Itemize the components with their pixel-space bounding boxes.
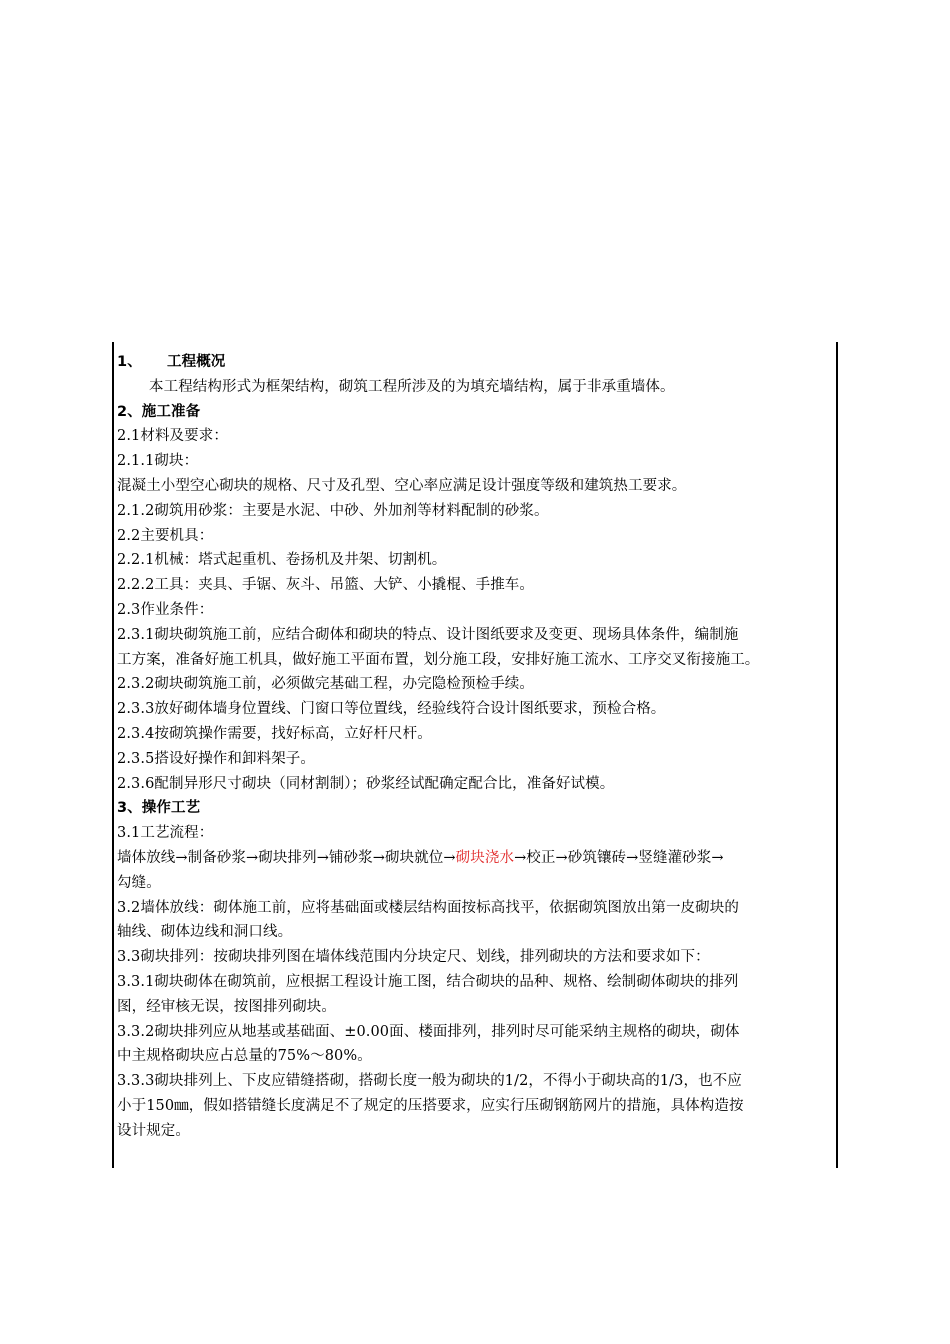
document-body <box>117 350 841 1144</box>
text-line: 设计规定。 <box>117 1122 190 1139</box>
text-line: 3.2墙体放线：砌体施工前，应将基础面或楼层结构面按标高找平，依据砌筑图放出第一皮砌块的 <box>117 899 739 916</box>
text-line: 小于150㎜，假如搭错缝长度满足不了规定的压搭要求，应实行压砌钢筋网片的措施，具体构造按 <box>117 1097 744 1114</box>
text-line: 2.3.5搭设好操作和卸料架子。 <box>117 750 315 767</box>
text-line: 2.3.3放好砌体墙身位置线、门窗口等位置线，经验线符合设计图纸要求，预检合格。 <box>117 701 666 718</box>
section-3-heading: 3、操作工艺 <box>117 800 201 817</box>
section-1-paragraph: 本工程结构形式为框架结构，砌筑工程所涉及的为填充墙结构，属于非承重墙体。 <box>149 378 675 395</box>
text-line: 3.3.1砌块砌体在砌筑前，应根据工程设计施工图，结合砌块的品种、规格、绘制砌体砌块的排列 <box>117 973 739 990</box>
flow-title: 3.1工艺流程： <box>117 825 214 842</box>
text-line: 2.3.6配制异形尺寸砌块（同材割制）；砂浆经试配确定配合比，准备好试模。 <box>117 775 615 792</box>
text-line: 2.2.2工具：夹具、手锯、灰斗、吊篮、大铲、小撬棍、手推车。 <box>117 577 534 594</box>
text-line: 2.2主要机具： <box>117 527 214 544</box>
text-line: 轴线、砌体边线和洞口线。 <box>117 924 293 941</box>
process-flow-line <box>117 846 841 871</box>
text-line: 工方案，准备好施工机具，做好施工平面布置，划分施工段，安排好施工流水、工序交叉衔接施工。 <box>117 651 760 668</box>
section-1-heading <box>117 350 841 375</box>
section-2-heading: 2、施工准备 <box>117 403 201 420</box>
text-line: 2.2.1机械：塔式起重机、卷扬机及井架、切割机。 <box>117 552 447 569</box>
section-1-title: 工程概况 <box>167 354 226 370</box>
flow-highlight: 砌块浇水 <box>455 849 515 866</box>
text-line: 2.3作业条件： <box>117 601 214 618</box>
text-line: 2.3.4按砌筑操作需要，找好标高，立好杆尺杆。 <box>117 725 432 742</box>
text-line: 3.3砌块排列：按砌块排列图在墙体线范围内分块定尺、划线，排列砌块的方法和要求如下： <box>117 949 710 966</box>
flow-text-before: 墙体放线→制备砂浆→砌块排列→铺砂浆→砌块就位→ <box>117 849 456 866</box>
text-line: 2.3.2砌块砌筑施工前，必须做完基础工程，办完隐检预检手续。 <box>117 676 534 693</box>
text-line: 2.3.1砌块砌筑施工前，应结合砌体和砌块的特点、设计图纸要求及变更、现场具体条件，编制施 <box>117 626 739 643</box>
process-flow-continuation: 勾缝。 <box>117 874 161 891</box>
text-line: 3.3.2砌块排列应从地基或基础面、±0.00面、楼面排列，排列时尽可能采纳主规格的砌块，砌体 <box>117 1023 740 1040</box>
text-line: 中主规格砌块应占总量的75%～80%。 <box>117 1048 372 1065</box>
document-frame <box>112 342 838 1168</box>
text-line: 图，经审核无误，按图排列砌块。 <box>117 998 336 1015</box>
text-line: 3.3.3砌块排列上、下皮应错缝搭砌，搭砌长度一般为砌块的1/2，不得小于砌块高的1/3，也不应 <box>117 1073 742 1090</box>
text-line: 2.1.1砌块： <box>117 453 199 470</box>
text-line: 混凝土小型空心砌块的规格、尺寸及孔型、空心率应满足设计强度等级和建筑热工要求。 <box>117 477 687 494</box>
text-line: 2.1.2砌筑用砂浆：主要是水泥、中砂、外加剂等材料配制的砂浆。 <box>117 502 549 519</box>
text-line: 2.1材料及要求： <box>117 428 228 445</box>
flow-text-after: →校正→砂筑镶砖→竖缝灌砂浆→ <box>514 849 724 866</box>
section-1-number: 1、 <box>117 354 142 370</box>
